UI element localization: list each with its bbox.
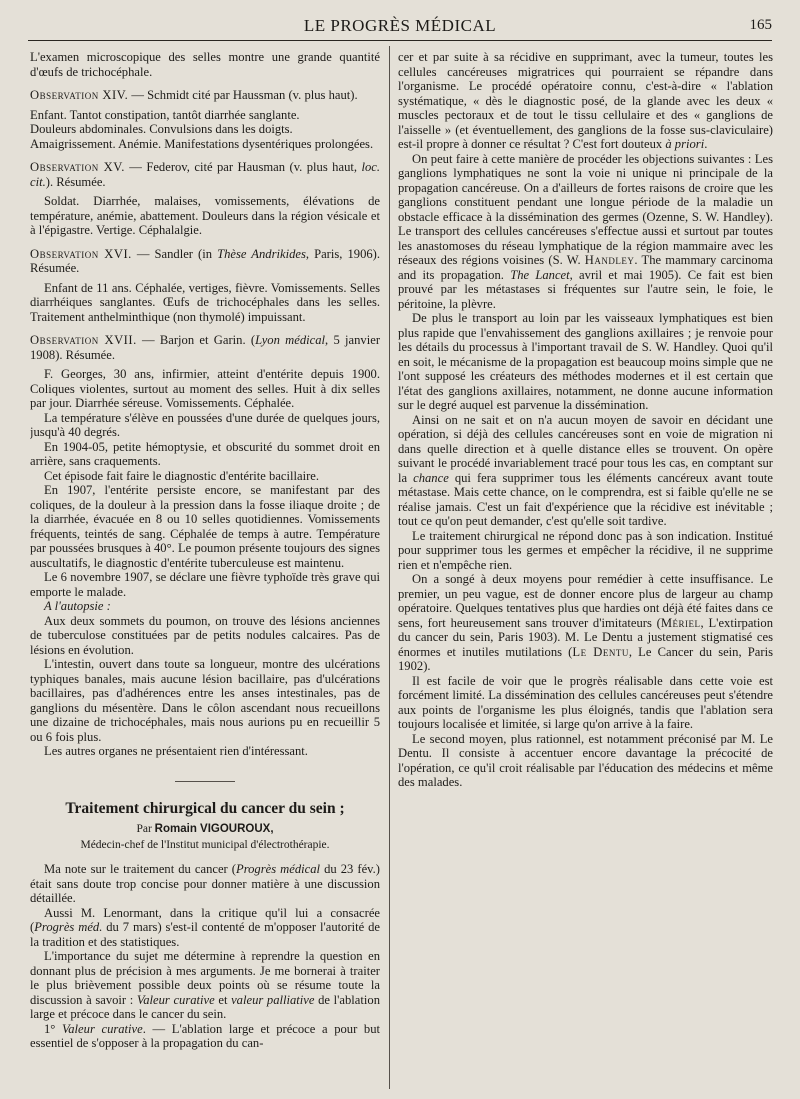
observation-label: Observation XVII. xyxy=(30,333,137,347)
article-paragraph: De plus le transport au loin par les vaisseaux lymphatiques est bien plus rapide que l'envahissement des ganglions axillaires ; je renvoie pour les détails du processus à l'important travail de S. W. Handley. Quoi qu'il en soit, le mécanisme de la propagation est beaucoup moins simple que ne l'ont supposé les créateurs des méthodes modernes et il est certain que l'état des ganglions axillaires, notamment, ne donne aucune information sur le degré auquel est parvenue la dissémination. xyxy=(398,311,773,412)
page-number: 165 xyxy=(749,17,772,33)
text-run: Ma note sur le traitement du cancer ( xyxy=(44,862,236,876)
observation-source-end: , 5 janvier 1908). Résumée. xyxy=(30,333,380,362)
author-small-caps: Le Dentu xyxy=(572,644,629,659)
text-run: . — L'ablation large et précoce a pour but essentiel de s'opposer à la propagation du can- xyxy=(30,1021,380,1050)
journal-name: Progrès méd. xyxy=(34,920,103,934)
observation-source: — Barjon et Garin. ( xyxy=(136,333,256,347)
article-paragraph xyxy=(398,152,773,312)
observation-body: En 1907, l'entérite persiste encore, se manifestant par des coliques, de la douleur à la pression dans la fosse iliaque droite ; de la diarrhée, évacuée en 8 ou 10 selles quotidiennes. Vomissements fréquents, teintés de sang. Céphalée de temps à autre. Température par poussées brusques à 40°. Le poumon présente toujours des signes auscultatifs, le diagnostic d'entérite tuberculeuse est maintenu. xyxy=(30,483,380,570)
observation-line: Amaigrissement. Anémie. Manifestations dysentériques prolongées. xyxy=(30,136,374,151)
author-small-caps: Handley xyxy=(584,253,635,267)
text-run: . xyxy=(704,137,708,151)
autopsy-body: Les autres organes ne présentaient rien d'intéressant. xyxy=(44,744,308,758)
text-run: On a songé à deux moyens pour remédier à cette insuffisance. Le premier, un peu vague, est de donner encore plus de largeur au champ opératoire. Quelques tentatives plus que hardies ont déjà été faites dans ce sens, fort heureusement sans trouver d'imitateurs ( xyxy=(398,572,773,630)
emphasis: chance xyxy=(413,470,449,485)
paragraph: L'examen microscopique des selles montre une grande quantité d'œufs de trichocéphale. xyxy=(30,50,380,79)
observation-line: Enfant. Tantot constipation, tantôt diarrhée sanglante. xyxy=(30,107,300,122)
observation-source: — Sandler (in xyxy=(131,246,218,261)
running-header xyxy=(28,14,772,41)
article-paragraph: Le traitement chirurgical ne répond donc pas à son indication. Institué pour supprimer tous les germes et empêcher la récidive, il ne supprime rien et n'empêche rien. xyxy=(398,528,773,572)
journal-name: Progrès médical xyxy=(236,862,321,876)
author-small-caps: Mériel xyxy=(660,615,701,630)
observation-label: Observation XV. xyxy=(30,160,125,174)
observation-body: Enfant de 11 ans. Céphalée, vertiges, fièvre. Vomissements. Selles diarrhéiques sanglantes. Œufs de trichocéphales dans les selles. Traitement anthelminthique (non thymolé) impuissant. xyxy=(30,280,380,324)
observation-heading xyxy=(30,333,380,362)
text-run: et xyxy=(214,992,232,1007)
article-paragraph xyxy=(30,862,380,906)
byline-prefix: Par xyxy=(136,823,155,835)
observation-heading xyxy=(30,88,380,103)
section-number: 1° xyxy=(44,1021,62,1036)
observation-source-end: ). Résumée. xyxy=(45,174,106,189)
text-run: cer et par suite à sa récidive en supprimant, avec la tumeur, toutes les cellules cancéreuses migratrices qui pourraient se répandre dans l'organisme. Le procédé opératoire connu, c'est-à-dire « l'ablation systématique, « dès le diagnostic posé, de la glande avec les deux « muscles pectoraux et de tout le tissu cellulaire et des « ganglions de l'aisselle » (et éventuellement, des ganglions de la fosse sus-claviculaire) est-il propre à donner ce résultat ? C'est fort douteux xyxy=(398,50,773,151)
citation: loc. cit. xyxy=(30,160,380,189)
emphasis: Valeur curative xyxy=(61,1021,143,1036)
text-run: du 23 fév.) était sans doute trop concise pour donner matière à une discussion détaillée. xyxy=(30,862,380,905)
text-run: , L'extirpation du cancer du sein, Paris 1903). M. Le Dentu a justement stigmatisé ces énormes et inutiles mutilations ( xyxy=(398,615,773,659)
observation-body: En 1904-05, petite hémoptysie, et obscurité du sommet droit en arrière, sans craquements. xyxy=(30,439,380,468)
observation-label: Observation XIV. xyxy=(30,88,129,102)
thesis-title: Thèse Andrikides xyxy=(217,246,306,261)
article-paragraph xyxy=(30,906,380,950)
emphasis: à priori xyxy=(665,137,705,151)
autopsy-label xyxy=(30,599,380,614)
observation-line: Douleurs abdominales. Convulsions dans les doigts. xyxy=(30,122,293,136)
autopsy-body: L'intestin, ouvert dans toute sa longueur, montre des ulcérations typhiques banales, mais aucune lésion bacillaire, pas d'ulcérations bacillaires, pas d'adhérences entre les anses intestinales, pas de ganglions du mésentère. Dans le côlon ascendant nous recueillons une dizaine de trichocéphales, mais nous aurions pu en recueillir 5 ou 6 fois plus. xyxy=(30,657,380,744)
article-paragraph: Le second moyen, plus rationnel, est notamment préconisé par M. Le Dentu. Il consiste à accentuer encore davantage la précocité de l'opération, ce qu'il croit réalisable par l'éducation des médecins et même des malades. xyxy=(398,731,773,789)
journal-name: The Lancet xyxy=(510,267,570,282)
observation-source-end: , Paris, 1906). Résumée. xyxy=(30,246,380,275)
observation-body: Soldat. Diarrhée, malaises, vomissements, élévations de température, anémie, abattement. Douleurs dans la région vésicale et à l'épigastre. Vertige. Céphalalgie. xyxy=(30,194,380,237)
journal-name: Lyon médical xyxy=(255,333,326,347)
column-divider xyxy=(389,46,390,1089)
autopsy-body: Aux deux sommets du poumon, on trouve des lésions anciennes de tuberculose constituées par de petits nodules calcaires. Pas de lésions en évolution. xyxy=(30,613,380,657)
emphasis: valeur palliative xyxy=(231,992,315,1007)
observation-body: La température s'élève en poussées d'une durée de quelques jours, jusqu'à 40 degrés. xyxy=(30,410,380,439)
observation-source: — Schmidt cité par Haussman (v. plus haut). xyxy=(128,88,358,102)
emphasis: Valeur curative xyxy=(136,992,215,1007)
autopsy-label-text: A l'autopsie : xyxy=(44,599,111,613)
text-run: , Le Cancer du sein, Paris 1902). xyxy=(398,644,773,673)
journal-title: LE PROGRÈS MÉDICAL xyxy=(303,16,497,35)
text-run: Ainsi on ne sait et on n'a aucun moyen de savoir en décidant une opération, si déjà des cellules cancéreuses sont en voie de migration ni dans quelle direction et à quelle distance elles se trouvent. On opère suivant le procédé invariablement tracé pour tous les cas, en comptant sur la xyxy=(398,412,773,485)
text-run: L'importance du sujet me détermine à reprendre la question en donnant plus de précision à mes arguments. Je me bornerai à traiter le plus brièvement possible deux points où se résume toute la discussion à savoir : xyxy=(30,949,380,1007)
observation-source: — Federov, cité par Hausman (v. plus haut, xyxy=(124,160,362,174)
observation-label: Observation XVI. xyxy=(30,246,132,261)
observation-heading xyxy=(30,160,380,189)
article-paragraph xyxy=(398,50,773,152)
text-run: , avril et mai 1905). Ce fait est bien prouvé par les métastases si fréquentes sur l'autre sein, le foie, le péritoine, la plèvre. xyxy=(398,267,773,311)
observation-body: F. Georges, 30 ans, infirmier, atteint d'entérite depuis 1900. Coliques violentes, surtout au moment des selles. Huit à dix selles par jour. Diarrhée séreuse. Vomissements. Céphalée. xyxy=(30,367,380,410)
text-run: Aussi M. Lenormant, dans la critique qu'il lui a consacrée ( xyxy=(30,905,380,934)
right-column xyxy=(398,50,773,1091)
article-paragraph xyxy=(398,413,773,529)
article-title: Traitement chirurgical du cancer du sein ; xyxy=(65,799,345,817)
section-separator xyxy=(175,781,235,782)
text-run: de l'ablation large et précoce dans le cancer du sein. xyxy=(30,992,380,1021)
byline xyxy=(30,822,380,837)
left-column xyxy=(30,50,380,1091)
text-run: qui fera supprimer tous les éléments cancéreux avant toute métastase. Mais cette chance, on le comprendra, est si faible qu'elle ne se réalise jamais. C'est un fait d'expérience que la récidive est inévitable ; tout ce qu'on peut demander, c'est qu'elle soit tardive. xyxy=(398,470,773,528)
article-paragraph: Il est facile de voir que le progrès réalisable dans cette voie est forcément limité. La dissémination des cellules cancéreuses peut s'étendre aux points de l'organisme les plus éloignés, tandis que l'ablation sera toujours localisée et limitée, si large qu'on arrive à la faire. xyxy=(398,673,773,731)
article-paragraph xyxy=(30,1022,380,1051)
author-affiliation: Médecin-chef de l'Institut municipal d'électrothérapie. xyxy=(80,838,330,851)
observation-heading xyxy=(30,247,380,276)
text-run: du 7 mars) s'est-il contenté de m'opposer l'autorité de la tradition et des statistiques. xyxy=(30,920,380,949)
author-name: Romain VIGOUROUX, xyxy=(154,823,274,835)
article-paragraph xyxy=(30,949,380,1022)
observation-body: Cet épisode fait faire le diagnostic d'entérite bacillaire. xyxy=(44,468,320,483)
article-paragraph xyxy=(398,572,773,674)
observation-body: Le 6 novembre 1907, se déclare une fièvre typhoïde très grave qui emporte le malade. xyxy=(30,570,380,599)
text-run: . The mammary carcinoma and its propagation. xyxy=(398,253,773,282)
text-run: On peut faire à cette manière de procéder les objections suivantes : Les ganglions lymphatiques ne sont la voie ni unique ni principale de la propagation cancéreuse. On a d'ailleurs de fortes raisons de croire que les ganglions constituent pendant une longue période de la maladie un obstacle efficace à la dissémination des germes (Ozenne, S. W. Handley). Le transport des cellules cancéreuses s'effectue aussi et surtout par toutes les anastomoses du réseau lymphatique de la région mammaire avec les réseaux des régions voisines (S. W. xyxy=(398,151,773,267)
